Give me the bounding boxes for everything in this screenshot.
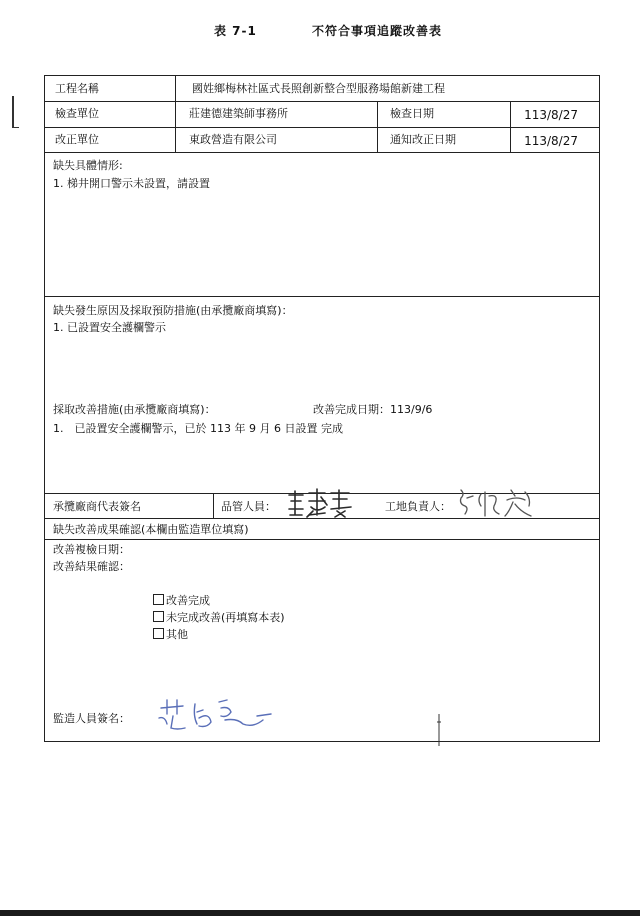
checkbox-icon[interactable]	[153, 611, 164, 622]
inspection-unit-value: 莊建德建築師事務所	[189, 107, 288, 120]
rule	[175, 76, 176, 152]
contractor-rep-label: 承攬廠商代表簽名	[53, 500, 141, 513]
rule	[45, 127, 599, 128]
option-not-completed[interactable]: 未完成改善(再填寫本表)	[153, 611, 285, 625]
pen-mark-icon	[433, 712, 445, 748]
checkbox-icon[interactable]	[153, 594, 164, 605]
result-label: 改善結果確認：	[53, 560, 130, 573]
scan-edge	[0, 910, 640, 916]
notice-date-label: 通知改正日期	[390, 133, 456, 146]
scan-margin-mark	[12, 96, 14, 128]
rule	[45, 152, 599, 153]
supervisor-sign-label: 監造人員簽名：	[53, 712, 130, 725]
inspection-unit-label: 檢查單位	[55, 107, 99, 120]
defect-item: 1. 梯井開口警示未設置，請設置	[53, 177, 210, 190]
tracking-form	[44, 75, 600, 742]
recheck-date-label: 改善複檢日期：	[53, 543, 130, 556]
inspection-date-label: 檢查日期	[390, 107, 434, 120]
rule	[45, 101, 599, 102]
site-chief-signature-icon	[455, 484, 547, 522]
table-number: 表 7-1	[214, 24, 257, 38]
rule	[45, 296, 599, 297]
rule	[213, 493, 214, 518]
supervisor-signature-icon	[153, 694, 283, 736]
checkbox-icon[interactable]	[153, 628, 164, 639]
rule	[45, 539, 599, 540]
qc-label: 品管人員：	[221, 500, 276, 513]
cause-item: 1. 已設置安全護欄警示	[53, 321, 166, 334]
project-name-label: 工程名稱	[55, 82, 99, 95]
option-completed[interactable]: 改善完成	[153, 594, 210, 608]
cause-label: 缺失發生原因及採取預防措施(由承攬廠商填寫)：	[53, 304, 293, 317]
confirm-header: 缺失改善成果確認(本欄由監造單位填寫)	[53, 523, 249, 536]
notice-date-value: 113/8/27	[524, 134, 578, 148]
project-name-value: 國姓鄉梅林社區式長照創新整合型服務場館新建工程	[192, 82, 445, 95]
caption	[0, 22, 640, 40]
defect-label: 缺失具體情形:	[53, 159, 123, 172]
site-chief-label: 工地負責人：	[385, 500, 451, 513]
inspection-date-value: 113/8/27	[524, 108, 578, 122]
document-title: 不符合事項追蹤改善表	[312, 24, 443, 38]
action-label: 採取改善措施(由承攬廠商填寫)：	[53, 403, 216, 416]
rectify-unit-label: 改正單位	[55, 133, 99, 146]
option-other[interactable]: 其他	[153, 628, 188, 642]
completion-date: 改善完成日期：113/9/6	[313, 403, 433, 416]
action-item: 1. 已設置安全護欄警示，已於 113 年 9 月 6 日設置 完成	[53, 422, 343, 435]
qc-signature-icon	[285, 487, 370, 519]
rectify-unit-value: 東政營造有限公司	[189, 133, 277, 146]
rule	[377, 101, 378, 152]
